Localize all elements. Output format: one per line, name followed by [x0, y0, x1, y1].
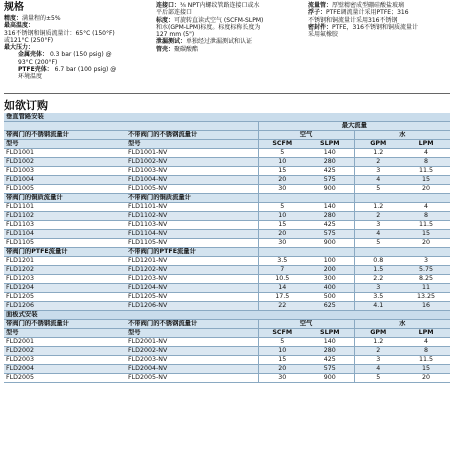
blank-cell [126, 122, 258, 131]
section-title: 垂直管路安装 [4, 113, 450, 122]
table-row [4, 185, 450, 194]
units-header [4, 329, 450, 338]
spec-accuracy: 精度：满量程的±5% [4, 15, 61, 22]
model-with-valve: FLD1101 [4, 203, 126, 212]
model-without-valve: FLD1206-NV [126, 302, 258, 311]
slpm-value: 575 [306, 365, 354, 374]
model-without-valve: FLD1105-NV [126, 239, 258, 248]
units-header [4, 140, 450, 149]
lpm-value: 11.5 [402, 221, 450, 230]
blank-cell [402, 194, 450, 203]
table-row [4, 212, 450, 221]
model-without-valve: FLD1103-NV [126, 221, 258, 230]
slpm-value: 280 [306, 212, 354, 221]
scfm-value: 20 [258, 365, 306, 374]
spec-tube: 管壳：聚碳酸酯 [156, 45, 199, 53]
table-row [4, 338, 450, 347]
slpm-value: 400 [306, 284, 354, 293]
section-title: 面板式安装 [4, 311, 450, 320]
model-with-valve: FLD1105 [4, 239, 126, 248]
gpm-value: 2.2 [354, 275, 402, 284]
model-label: 型号 [4, 140, 126, 149]
model-without-valve: FLD1004-NV [126, 176, 258, 185]
slpm-value: 280 [306, 158, 354, 167]
gpm-value: 0.8 [354, 257, 402, 266]
spec-connection-2: 平后部连接口 [156, 9, 193, 17]
model-without-valve: FLD1101-NV [126, 203, 258, 212]
spec-pressure-label: 最大压力： [4, 44, 35, 52]
table-row [4, 239, 450, 248]
model-with-valve: FLD1004 [4, 176, 126, 185]
with-valve-label: 带阀门的不锈钢流量计 [4, 131, 126, 140]
gpm-value: 3 [354, 167, 402, 176]
slpm-value: 300 [306, 275, 354, 284]
unit-slpm: SLPM [306, 140, 354, 149]
spec-scale: 标度：可旋转直读式空气 (SCFM-SLPM) [156, 16, 264, 24]
scfm-value: 10 [258, 212, 306, 221]
model-without-valve: FLD1005-NV [126, 185, 258, 194]
gpm-value: 3.5 [354, 293, 402, 302]
gpm-value: 3 [354, 284, 402, 293]
model-with-valve: FLD1204 [4, 284, 126, 293]
unit-slpm: SLPM [306, 329, 354, 338]
gpm-value: 5 [354, 239, 402, 248]
lpm-value: 15 [402, 365, 450, 374]
model-with-valve: FLD2004 [4, 365, 126, 374]
section-header [4, 311, 450, 320]
model-without-valve: FLD2005-NV [126, 374, 258, 383]
gpm-value: 2 [354, 212, 402, 221]
slpm-value: 900 [306, 374, 354, 383]
slpm-value: 425 [306, 167, 354, 176]
air-label: 空气 [258, 131, 354, 140]
lpm-value: 20 [402, 185, 450, 194]
gpm-value: 2 [354, 158, 402, 167]
model-with-valve: FLD1003 [4, 167, 126, 176]
lpm-value: 11.5 [402, 167, 450, 176]
spec-leak-test: 泄漏测试：单独经过泄漏测试和认证 [156, 38, 253, 46]
model-without-valve: FLD1002-NV [126, 158, 258, 167]
table-row [4, 275, 450, 284]
model-without-valve: FLD1104-NV [126, 230, 258, 239]
gpm-value: 1.2 [354, 203, 402, 212]
model-without-valve: FLD1001-NV [126, 149, 258, 158]
model-with-valve: FLD2001 [4, 338, 126, 347]
spec-float-2: 不锈钢和铜流量计采用316不锈钢 [308, 16, 398, 24]
model-with-valve: FLD1102 [4, 212, 126, 221]
lpm-value: 8 [402, 158, 450, 167]
lpm-value: 11 [402, 284, 450, 293]
scfm-value: 15 [258, 221, 306, 230]
model-without-valve: FLD1202-NV [126, 266, 258, 275]
air-label: 空气 [258, 320, 354, 329]
lpm-value: 8 [402, 212, 450, 221]
lpm-value: 13.25 [402, 293, 450, 302]
lpm-value: 11.5 [402, 356, 450, 365]
table-row [4, 176, 450, 185]
scfm-value: 20 [258, 176, 306, 185]
without-valve-label: 不带阀门的铜质流量计 [126, 194, 258, 203]
unit-lpm: LPM [402, 140, 450, 149]
spec-scale-2: 和水(GPM-LPM)标度。标度标称长度为 [156, 23, 261, 31]
spec-temp-line1: 316不锈钢和铜质流量计：65°C (150°F) [4, 29, 115, 37]
gpm-value: 3 [354, 221, 402, 230]
slpm-value: 575 [306, 230, 354, 239]
gpm-value: 3 [354, 356, 402, 365]
spec-seal: 密封件：PTFE，316不锈钢和铜质流量计 [308, 23, 418, 31]
order-table [4, 113, 450, 383]
model-with-valve: FLD1203 [4, 275, 126, 284]
spec-float: 浮子：PTFE调流量计采用PTFE；316 [308, 9, 409, 17]
unit-scfm: SCFM [258, 140, 306, 149]
scfm-value: 5 [258, 203, 306, 212]
blank-cell [354, 194, 402, 203]
blank-cell [258, 248, 306, 257]
table-row [4, 167, 450, 176]
model-with-valve: FLD1002 [4, 158, 126, 167]
table-row [4, 365, 450, 374]
specs-column-1 [4, 2, 154, 81]
model-with-valve: FLD1205 [4, 293, 126, 302]
specs-title: 规格 [4, 2, 24, 13]
model-with-valve: FLD2002 [4, 347, 126, 356]
blank-cell [306, 194, 354, 203]
gpm-value: 4 [354, 230, 402, 239]
model-with-valve: FLD2005 [4, 374, 126, 383]
scfm-value: 10 [258, 347, 306, 356]
slpm-value: 575 [306, 176, 354, 185]
lpm-value: 20 [402, 374, 450, 383]
without-valve-label: 不带阀门的不锈钢流量计 [126, 320, 258, 329]
scfm-value: 5 [258, 338, 306, 347]
scfm-value: 30 [258, 374, 306, 383]
gpm-value: 1.2 [354, 338, 402, 347]
lpm-value: 4 [402, 203, 450, 212]
table-row [4, 302, 450, 311]
lpm-value: 15 [402, 176, 450, 185]
spec-scale-3: 127 mm (5") [156, 31, 195, 39]
table-row [4, 374, 450, 383]
blank-cell [4, 122, 126, 131]
spec-metal: 金属壳体： 0.3 bar (150 psig) @ [18, 51, 112, 59]
gpm-value: 5 [354, 374, 402, 383]
model-without-valve: FLD2004-NV [126, 365, 258, 374]
table-row [4, 221, 450, 230]
model-without-valve: FLD2001-NV [126, 338, 258, 347]
slpm-value: 140 [306, 203, 354, 212]
material-header [4, 248, 450, 257]
scfm-value: 10 [258, 158, 306, 167]
table-row [4, 347, 450, 356]
slpm-value: 200 [306, 266, 354, 275]
divider [4, 93, 450, 94]
spec-ptfe: PTFE壳体： 6.7 bar (100 psig) @ [18, 66, 117, 74]
water-label: 水 [354, 131, 450, 140]
scfm-value: 17.5 [258, 293, 306, 302]
slpm-value: 140 [306, 149, 354, 158]
water-label: 水 [354, 320, 450, 329]
specs-column-2 [156, 2, 306, 53]
table-row [4, 266, 450, 275]
model-with-valve: FLD2003 [4, 356, 126, 365]
gpm-value: 4 [354, 365, 402, 374]
unit-lpm: LPM [402, 329, 450, 338]
model-without-valve: FLD2002-NV [126, 347, 258, 356]
lpm-value: 5.75 [402, 266, 450, 275]
slpm-value: 425 [306, 356, 354, 365]
lpm-value: 8 [402, 347, 450, 356]
scfm-value: 5 [258, 149, 306, 158]
table-row [4, 293, 450, 302]
specifications [0, 0, 451, 86]
with-valve-label: 带阀门的铜质流量计 [4, 194, 126, 203]
lpm-value: 8.25 [402, 275, 450, 284]
scfm-value: 15 [258, 356, 306, 365]
lpm-value: 16 [402, 302, 450, 311]
order-table-grid [4, 113, 450, 383]
model-without-valve: FLD1205-NV [126, 293, 258, 302]
gpm-value: 5 [354, 185, 402, 194]
unit-scfm: SCFM [258, 329, 306, 338]
blank-cell [354, 248, 402, 257]
scfm-value: 20 [258, 230, 306, 239]
model-label: 型号 [126, 140, 258, 149]
spec-flow-tube: 流量管：厚壁精密成型硼硅酸盐玻璃 [308, 2, 405, 9]
blank-cell [306, 248, 354, 257]
lpm-value: 4 [402, 149, 450, 158]
model-with-valve: FLD1201 [4, 257, 126, 266]
slpm-value: 900 [306, 239, 354, 248]
unit-gpm: GPM [354, 329, 402, 338]
spec-metal-2: 93°C (200°F) [18, 58, 58, 66]
table-row [4, 284, 450, 293]
gpm-value: 1.5 [354, 266, 402, 275]
gpm-value: 4.1 [354, 302, 402, 311]
spec-temp-label: 最高温度： [4, 22, 35, 30]
scfm-value: 30 [258, 185, 306, 194]
material-header [4, 194, 450, 203]
unit-gpm: GPM [354, 140, 402, 149]
slpm-value: 625 [306, 302, 354, 311]
spec-connection: 连接口：⅜ NPT内螺纹管路连接口或水 [156, 2, 260, 9]
slpm-value: 280 [306, 347, 354, 356]
model-with-valve: FLD1206 [4, 302, 126, 311]
model-without-valve: FLD1204-NV [126, 284, 258, 293]
scfm-value: 30 [258, 239, 306, 248]
model-with-valve: FLD1103 [4, 221, 126, 230]
lpm-value: 4 [402, 338, 450, 347]
scfm-value: 7 [258, 266, 306, 275]
lpm-value: 3 [402, 257, 450, 266]
model-without-valve: FLD1003-NV [126, 167, 258, 176]
table-row [4, 203, 450, 212]
scfm-value: 10.5 [258, 275, 306, 284]
scfm-value: 3.5 [258, 257, 306, 266]
model-with-valve: FLD1001 [4, 149, 126, 158]
gpm-value: 1.2 [354, 149, 402, 158]
slpm-value: 100 [306, 257, 354, 266]
slpm-value: 500 [306, 293, 354, 302]
with-valve-label: 带阀门的不锈钢流量计 [4, 320, 126, 329]
table-row [4, 149, 450, 158]
air-water-header [4, 131, 450, 140]
without-valve-label: 不带阀门的不锈钢流量计 [126, 131, 258, 140]
blank-cell [402, 248, 450, 257]
slpm-value: 425 [306, 221, 354, 230]
model-label: 型号 [126, 329, 258, 338]
without-valve-label: 不带阀门的PTFE流量计 [126, 248, 258, 257]
section-header [4, 113, 450, 122]
slpm-value: 900 [306, 185, 354, 194]
model-with-valve: FLD1104 [4, 230, 126, 239]
model-with-valve: FLD1005 [4, 185, 126, 194]
max-flow-header [4, 122, 450, 131]
max-flow-label: 最大流量 [258, 122, 450, 131]
lpm-value: 15 [402, 230, 450, 239]
with-valve-label: 带阀门的PTFE流量计 [4, 248, 126, 257]
spec-seal-2: 采用氟橡胶 [308, 31, 339, 39]
order-table-body [4, 113, 450, 383]
gpm-value: 2 [354, 347, 402, 356]
spec-ptfe-2: 环境温度 [18, 73, 43, 81]
table-row [4, 356, 450, 365]
specs-column-3 [308, 2, 450, 38]
air-water-header [4, 320, 450, 329]
lpm-value: 20 [402, 239, 450, 248]
model-without-valve: FLD1203-NV [126, 275, 258, 284]
model-with-valve: FLD1202 [4, 266, 126, 275]
table-row [4, 158, 450, 167]
table-row [4, 230, 450, 239]
blank-cell [258, 194, 306, 203]
spec-temp-line2: 或121°C (250°F) [4, 36, 54, 44]
scfm-value: 14 [258, 284, 306, 293]
gpm-value: 4 [354, 176, 402, 185]
slpm-value: 140 [306, 338, 354, 347]
model-without-valve: FLD2003-NV [126, 356, 258, 365]
model-without-valve: FLD1201-NV [126, 257, 258, 266]
model-label: 型号 [4, 329, 126, 338]
scfm-value: 15 [258, 167, 306, 176]
table-row [4, 257, 450, 266]
scfm-value: 22 [258, 302, 306, 311]
model-without-valve: FLD1102-NV [126, 212, 258, 221]
order-title: 如欲订购 [4, 99, 48, 112]
